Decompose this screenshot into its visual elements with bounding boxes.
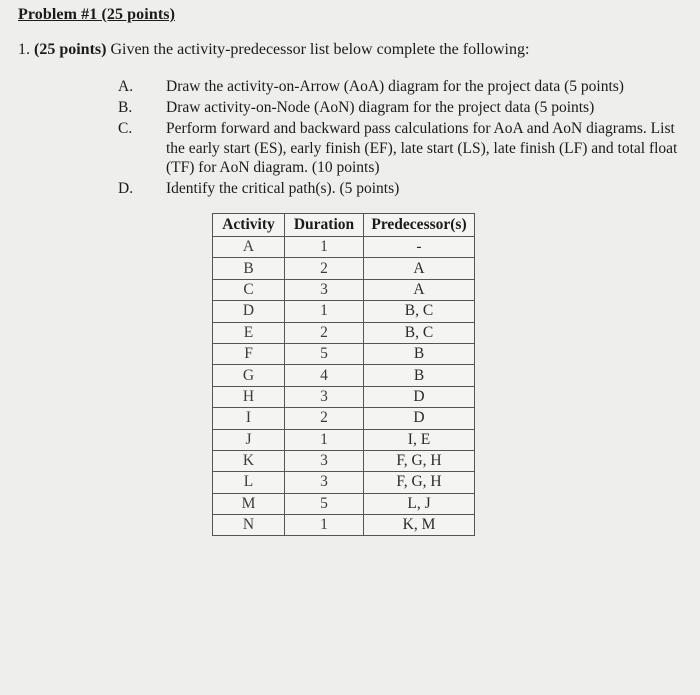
task-item-b — [118, 98, 594, 118]
predecessor-cell: F, G, H — [364, 472, 475, 493]
activity-cell: N — [213, 515, 285, 536]
task-text: Draw the activity-on-Arrow (AoA) diagram for the project data (5 points) — [166, 78, 624, 95]
problem-title: Problem #1 (25 points) — [18, 6, 176, 23]
intro-text: Given the activity-predecessor list below complete the following: — [110, 41, 530, 58]
duration-cell: 3 — [285, 279, 364, 300]
predecessor-cell: B — [364, 365, 475, 386]
task-item-c — [118, 119, 678, 178]
activity-cell: H — [213, 386, 285, 407]
predecessor-cell: A — [364, 279, 475, 300]
table-row — [213, 365, 475, 386]
predecessor-cell: B, C — [364, 301, 475, 322]
table-row — [213, 386, 475, 407]
activity-cell: G — [213, 365, 285, 386]
header-activity: Activity — [213, 214, 285, 237]
task-text: Perform forward and backward pass calculations for AoA and AoN diagrams. List the early start (ES), early finish (EF), late start (LS), late finish (LF) and total float (TF) for AoN diagram. (10 points) — [166, 120, 678, 176]
predecessor-cell: I, E — [364, 429, 475, 450]
activity-cell: E — [213, 322, 285, 343]
predecessor-cell: D — [364, 386, 475, 407]
duration-cell: 5 — [285, 493, 364, 514]
table-row — [213, 237, 475, 258]
duration-cell: 1 — [285, 515, 364, 536]
table-row — [213, 450, 475, 471]
activity-cell: K — [213, 450, 285, 471]
predecessor-cell: L, J — [364, 493, 475, 514]
table-row — [213, 408, 475, 429]
table-row — [213, 258, 475, 279]
activity-cell: A — [213, 237, 285, 258]
intro-number: 1. — [18, 41, 30, 58]
table-row — [213, 343, 475, 364]
activity-table — [212, 213, 475, 536]
activity-cell: I — [213, 408, 285, 429]
duration-cell: 1 — [285, 429, 364, 450]
task-item-a — [118, 77, 624, 97]
header-predecessors: Predecessor(s) — [364, 214, 475, 237]
problem-intro — [18, 41, 529, 59]
duration-cell: 2 — [285, 322, 364, 343]
table-row — [213, 429, 475, 450]
table-row — [213, 472, 475, 493]
task-letter: B. — [118, 99, 133, 116]
duration-cell: 3 — [285, 450, 364, 471]
predecessor-cell: B — [364, 343, 475, 364]
activity-cell: L — [213, 472, 285, 493]
task-text: Identify the critical path(s). (5 points) — [166, 180, 400, 197]
activity-cell: J — [213, 429, 285, 450]
table-row — [213, 279, 475, 300]
predecessor-cell: K, M — [364, 515, 475, 536]
predecessor-cell: B, C — [364, 322, 475, 343]
activity-cell: M — [213, 493, 285, 514]
predecessor-cell: D — [364, 408, 475, 429]
activity-cell: C — [213, 279, 285, 300]
predecessor-cell: F, G, H — [364, 450, 475, 471]
duration-cell: 3 — [285, 386, 364, 407]
task-item-d — [118, 179, 399, 199]
task-letter: A. — [118, 78, 134, 95]
activity-cell: B — [213, 258, 285, 279]
duration-cell: 1 — [285, 301, 364, 322]
task-letter: D. — [118, 180, 134, 197]
predecessor-cell: A — [364, 258, 475, 279]
table-row — [213, 322, 475, 343]
duration-cell: 2 — [285, 408, 364, 429]
table-header-row — [213, 214, 475, 237]
duration-cell: 1 — [285, 237, 364, 258]
header-duration: Duration — [285, 214, 364, 237]
intro-points: (25 points) — [34, 41, 107, 58]
table-row — [213, 301, 475, 322]
duration-cell: 4 — [285, 365, 364, 386]
predecessor-cell: - — [364, 237, 475, 258]
duration-cell: 3 — [285, 472, 364, 493]
activity-cell: D — [213, 301, 285, 322]
table-row — [213, 515, 475, 536]
duration-cell: 2 — [285, 258, 364, 279]
table-row — [213, 493, 475, 514]
duration-cell: 5 — [285, 343, 364, 364]
task-letter: C. — [118, 120, 133, 137]
task-text: Draw activity-on-Node (AoN) diagram for the project data (5 points) — [166, 99, 595, 116]
activity-cell: F — [213, 343, 285, 364]
